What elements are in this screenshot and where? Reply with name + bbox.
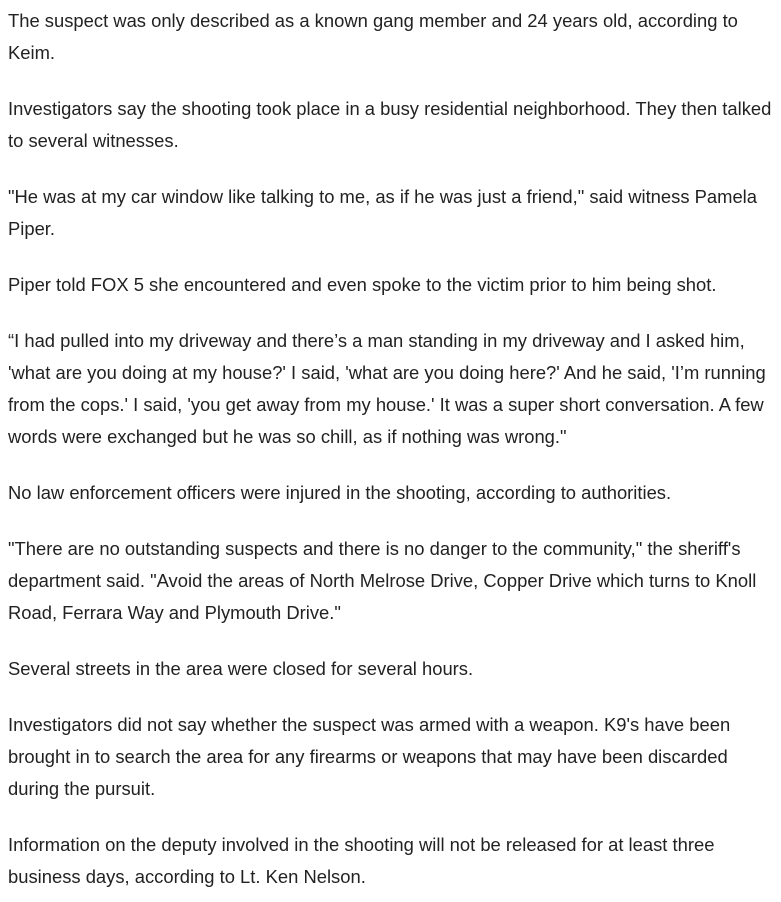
paragraph-deputy-info: Information on the deputy involved in the shooting will not be released for at least three business days, according to Lt. Ken Nelson.: [8, 834, 715, 887]
paragraph-piper-fox5: Piper told FOX 5 she encountered and even spoke to the victim prior to him being shot.: [8, 274, 717, 295]
paragraph-no-officers-injured: No law enforcement officers were injured in the shooting, according to authorities.: [8, 482, 672, 503]
paragraph-driveway-quote: “I had pulled into my driveway and there’s a man standing in my driveway and I asked him, 'what are you doing at my house?' I said, 'what are you doing here?' And he said, 'I’m running from the cops.' I said, 'you get away from my house.' It was a super short conversation. A few words were exchanged but he was so chill, as if nothing was wrong.": [8, 330, 766, 447]
paragraph-sheriff-statement: "There are no outstanding suspects and there is no danger to the community," the sheriff's department said. "Avoid the areas of North Melrose Drive, Copper Drive which turns to Knoll Road, Ferrara Way and Plymouth Drive.": [8, 538, 757, 623]
paragraph-witness-quote: "He was at my car window like talking to me, as if he was just a friend," said witness Pamela Piper.: [8, 186, 757, 239]
paragraph-streets-closed: Several streets in the area were closed for several hours.: [8, 658, 474, 679]
paragraph-suspect-description: The suspect was only described as a known gang member and 24 years old, according to Keim.: [8, 10, 738, 63]
paragraph-k9-search: Investigators did not say whether the suspect was armed with a weapon. K9's have been brought in to search the area for any firearms or weapons that may have been discarded during the pursuit.: [8, 714, 731, 799]
paragraph-investigators-witnesses: Investigators say the shooting took place in a busy residential neighborhood. They then talked to several witnesses.: [8, 98, 772, 151]
